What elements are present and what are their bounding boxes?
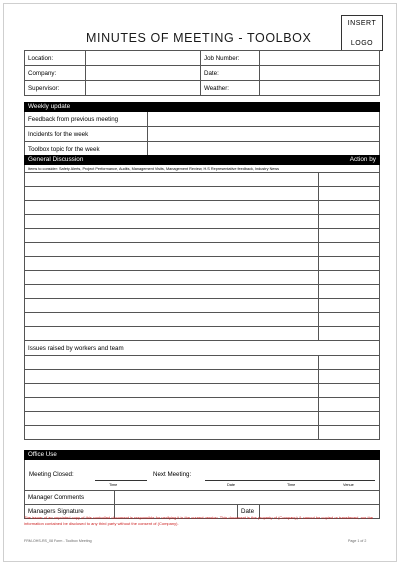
disclaimer-part-3: . (177, 520, 179, 526)
action-by-cell[interactable] (319, 215, 380, 229)
next-meeting-time-label: Time (287, 483, 296, 487)
discussion-row[interactable] (25, 313, 319, 327)
next-meeting-label: Next Meeting: (153, 471, 192, 478)
next-meeting-date-label: Date (227, 483, 236, 487)
action-by-cell[interactable] (319, 370, 380, 384)
discussion-row[interactable] (25, 173, 319, 187)
discussion-row[interactable] (25, 327, 319, 341)
discussion-row[interactable] (25, 243, 319, 257)
general-discussion-table (24, 155, 380, 440)
disclaimer-company-1: (Company) (278, 515, 298, 520)
action-by-cell[interactable] (319, 229, 380, 243)
date-field[interactable] (260, 66, 380, 81)
action-by-cell[interactable] (319, 398, 380, 412)
action-by-cell[interactable] (319, 426, 380, 440)
discussion-row[interactable] (25, 285, 319, 299)
action-by-cell[interactable] (319, 412, 380, 426)
meeting-info-table (24, 50, 380, 96)
action-by-header: Action by (319, 156, 380, 165)
incidents-label: Incidents for the week (25, 127, 148, 142)
location-label: Location: (25, 51, 86, 66)
discussion-row[interactable] (25, 187, 319, 201)
weather-field[interactable] (260, 81, 380, 96)
action-by-cell[interactable] (319, 327, 380, 341)
job-number-field[interactable] (260, 51, 380, 66)
discussion-row[interactable] (25, 271, 319, 285)
date-label: Date: (201, 66, 260, 81)
job-number-label: Job Number: (201, 51, 260, 66)
office-use-header: Office Use (25, 451, 380, 460)
discussion-row[interactable] (25, 257, 319, 271)
weekly-update-header: Weekly update (25, 103, 380, 112)
page-title: MINUTES OF MEETING - TOOLBOX (86, 31, 312, 45)
discussion-row[interactable] (25, 229, 319, 243)
logo-line-1: INSERT (347, 20, 377, 27)
next-meeting-venue-label: Venue (343, 483, 354, 487)
discussion-row[interactable] (25, 215, 319, 229)
logo-placeholder (341, 15, 383, 51)
supervisor-field[interactable] (86, 81, 201, 96)
meeting-closed-time-label: Time (109, 483, 118, 487)
issue-row[interactable] (25, 426, 319, 440)
issue-row[interactable] (25, 370, 319, 384)
disclaimer-text (24, 515, 379, 526)
manager-signature-label: Managers Signature (25, 505, 115, 519)
disclaimer-company-2: (Company) (157, 520, 178, 526)
footer-page-number: Page 1 of 2 (348, 539, 367, 543)
issue-row[interactable] (25, 356, 319, 370)
action-by-cell[interactable] (319, 201, 380, 215)
footer-form-id: FRM-OHS-RS_08 Form - Toolbox Meeting (24, 539, 92, 543)
issue-row[interactable] (25, 384, 319, 398)
toolbox-topic-label: Toolbox topic for the week (25, 142, 148, 157)
disclaimer-part-2: & cannot be copied or transferred, nor the information contained be disclosed to any third party without the consent of (24, 515, 374, 526)
supervisor-label: Supervisor: (25, 81, 86, 96)
manager-comments-label: Manager Comments (25, 491, 115, 505)
office-use-table (24, 450, 380, 519)
discussion-row[interactable] (25, 299, 319, 313)
weather-label: Weather: (201, 81, 260, 96)
issues-raised-label: Issues raised by workers and team (25, 341, 380, 356)
company-field[interactable] (86, 66, 201, 81)
action-by-cell[interactable] (319, 187, 380, 201)
action-by-cell[interactable] (319, 313, 380, 327)
action-by-cell[interactable] (319, 384, 380, 398)
issue-row[interactable] (25, 412, 319, 426)
general-discussion-header: General Discussion (25, 156, 319, 165)
feedback-field[interactable] (148, 112, 380, 127)
action-by-cell[interactable] (319, 356, 380, 370)
meeting-close-row (25, 460, 380, 491)
feedback-label: Feedback from previous meeting (25, 112, 148, 127)
incidents-field[interactable] (148, 127, 380, 142)
weekly-update-table (24, 102, 380, 157)
action-by-cell[interactable] (319, 285, 380, 299)
manager-comments-field[interactable] (115, 491, 380, 505)
logo-line-2: LOGO (350, 40, 374, 47)
signature-date-label: Date (238, 505, 260, 519)
discussion-row[interactable] (25, 201, 319, 215)
disclaimer-part-1: The issuer of an unprinted copy of this controlled document is responsible for verifying it is the current version. This document is the property of (24, 515, 279, 520)
issue-row[interactable] (25, 398, 319, 412)
action-by-cell[interactable] (319, 243, 380, 257)
meeting-closed-line[interactable] (95, 480, 147, 481)
company-label: Company: (25, 66, 86, 81)
action-by-cell[interactable] (319, 257, 380, 271)
items-to-consider-note: Items to consider: Safety Alerts, Project Performance, Audits, Management Visits, Management Review, H.S Representative feedback, Industry News (25, 165, 380, 173)
next-meeting-line[interactable] (205, 480, 375, 481)
action-by-cell[interactable] (319, 173, 380, 187)
action-by-cell[interactable] (319, 271, 380, 285)
action-by-cell[interactable] (319, 299, 380, 313)
location-field[interactable] (86, 51, 201, 66)
meeting-closed-label: Meeting Closed: (29, 471, 74, 478)
